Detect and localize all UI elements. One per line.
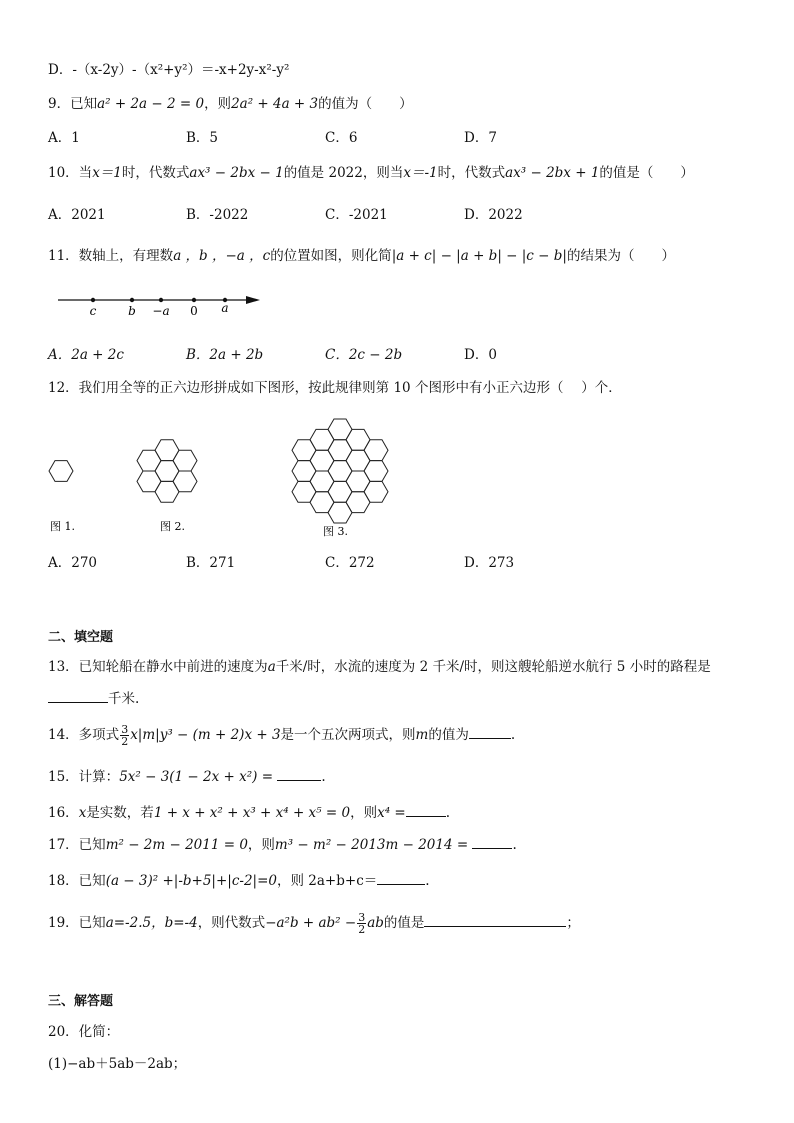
q19-answer-blank[interactable]: [424, 912, 566, 927]
q11-option-c[interactable]: C．2c − 2b: [325, 347, 403, 363]
q11-option-b[interactable]: B．2a + 2b: [186, 347, 264, 363]
point-neg-a: [159, 298, 163, 302]
q14-answer-blank[interactable]: [469, 724, 511, 739]
section-fill-blank-title: 二、填空题: [48, 630, 114, 645]
hexagon-figures: [40, 415, 400, 545]
q15-stem: 15．计算：5x² − 3(1 − 2x + x²) = .: [48, 766, 326, 787]
q12-option-d[interactable]: D．273: [464, 555, 515, 571]
fig3-hexagon: [328, 502, 352, 523]
fig2-hexagon: [173, 471, 197, 492]
q8-option-d: D．-（x-2y）-（x²+y²）＝-x+2y-x²-y²: [48, 62, 290, 78]
q9-option-a[interactable]: A．1: [48, 130, 80, 146]
q12-option-a[interactable]: A．270: [48, 555, 98, 571]
q9-option-b[interactable]: B．5: [186, 130, 219, 146]
fig3-hexagon: [328, 440, 352, 461]
q15-answer-blank[interactable]: [277, 766, 321, 781]
q10-option-c[interactable]: C．-2021: [325, 207, 388, 223]
label-a: a: [221, 301, 229, 315]
hex-figure-1: [49, 461, 73, 482]
q9-option-c[interactable]: C．6: [325, 130, 358, 146]
q16-answer-blank[interactable]: [406, 802, 446, 817]
fig3-hexagon: [328, 461, 352, 482]
fig3-hexagon: [292, 440, 316, 461]
q19-stem: 19．已知a=-2.5，b=-4，则代数式−a²b + ab² − $\frac{3}{2}$ ab的值是 ；: [48, 911, 580, 936]
q13-line1: 13．已知轮船在静水中前进的速度为a千米/时，水流的速度为 2 千米/时，则这艘轮船逆水航行 5 小时的路程是: [48, 659, 711, 675]
fig3-hexagon: [364, 440, 388, 461]
fig2-hexagon: [155, 481, 179, 502]
figure-label-2: 图 2.: [160, 520, 185, 533]
fig3-hexagon: [292, 481, 316, 502]
q20-stem: 20．化简：: [48, 1024, 120, 1040]
q10-option-b[interactable]: B．-2022: [186, 207, 249, 223]
q20-part1: (1)−ab＋5ab－2ab；: [48, 1056, 187, 1072]
q17-stem: 17．已知m² − 2m − 2011 = 0，则m³ − m² − 2013m − 2014 = .: [48, 834, 517, 855]
q10-options: [48, 205, 748, 225]
q17-answer-blank[interactable]: [472, 834, 512, 849]
q11-stem: 11．数轴上，有理数a ，b ，−a ，c的位置如图，则化简|a + c| − |a + b| − |c − b|的结果为（ ）: [48, 248, 675, 264]
q14-stem: 14．多项式 $\frac{3}{2}$ x|m|y³ − (m + 2)x + 3是一个五次两项式，则m的值为 .: [48, 723, 516, 748]
q18-stem: 18．已知(a − 3)² +|-b+5|+|c-2|=0，则 2a+b+c＝ .: [48, 870, 430, 891]
q18-answer-blank[interactable]: [377, 870, 425, 885]
fig2-hexagon: [173, 450, 197, 471]
fig3-hexagon: [328, 481, 352, 502]
q9-options: [48, 128, 748, 148]
q13-answer-blank[interactable]: [48, 688, 108, 703]
q12-option-b[interactable]: B．271: [186, 555, 236, 571]
fig3-hexagon: [346, 492, 370, 513]
q14-fraction: $\frac{3}{2}$: [121, 723, 129, 748]
figure-label-1: 图 1.: [50, 520, 75, 533]
q9-option-d[interactable]: D．7: [464, 130, 497, 146]
fig2-hexagon: [137, 450, 161, 471]
q10-option-d[interactable]: D．2022: [464, 207, 523, 223]
fig3-hexagon: [346, 471, 370, 492]
number-line-arrow: [246, 296, 260, 304]
number-line-figure: [50, 288, 270, 322]
q11-option-d[interactable]: D．0: [464, 347, 497, 363]
q12-options: [48, 553, 748, 573]
q9-stem: 9．已知a² + 2a − 2 = 0，则2a² + 4a + 3的值为（ ）: [48, 96, 413, 112]
fig3-hexagon: [364, 481, 388, 502]
q10-stem: 10．当x＝1时，代数式ax³ − 2bx − 1的值是 2022，则当x＝-1时，代数式ax³ − 2bx + 1的值是（ ）: [48, 165, 694, 181]
q19-fraction: $\frac{3}{2}$: [358, 911, 366, 936]
q16-stem: 16．x是实数，若1 + x + x² + x³ + x⁴ + x⁵ = 0，则x⁴ = .: [48, 802, 450, 823]
fig3-hexagon: [346, 429, 370, 450]
label-c: c: [89, 304, 97, 318]
q11-option-a[interactable]: A．2a + 2c: [48, 347, 124, 363]
label-zero: 0: [190, 304, 198, 318]
fig3-hexagon: [310, 492, 334, 513]
fig2-hexagon: [155, 440, 179, 461]
fig3-hexagon: [346, 450, 370, 471]
point-b: [130, 298, 134, 302]
point-zero: [192, 298, 196, 302]
fig3-hexagon: [310, 471, 334, 492]
fig3-hexagon: [310, 429, 334, 450]
fig3-hexagon: [310, 450, 334, 471]
q12-option-c[interactable]: C．272: [325, 555, 375, 571]
hex-figure-2: [137, 440, 197, 502]
label-neg-a: −a: [152, 304, 170, 318]
q11-options: [48, 345, 748, 365]
hex-figure-3: [292, 419, 388, 523]
point-c: [91, 298, 95, 302]
fig1-hexagon: [49, 461, 73, 482]
fig3-hexagon: [292, 461, 316, 482]
label-b: b: [128, 304, 136, 318]
q13-line2: 千米.: [48, 688, 139, 709]
fig2-hexagon: [155, 461, 179, 482]
fig3-hexagon: [328, 419, 352, 440]
q12-stem: 12．我们用全等的正六边形拼成如下图形，按此规律则第 10 个图形中有小正六边形（ ）个．: [48, 380, 622, 396]
section-solve-title: 三、解答题: [48, 994, 114, 1009]
q10-option-a[interactable]: A．2021: [48, 207, 106, 223]
figure-label-3: 图 3.: [323, 525, 348, 538]
fig3-hexagon: [364, 461, 388, 482]
fig2-hexagon: [137, 471, 161, 492]
